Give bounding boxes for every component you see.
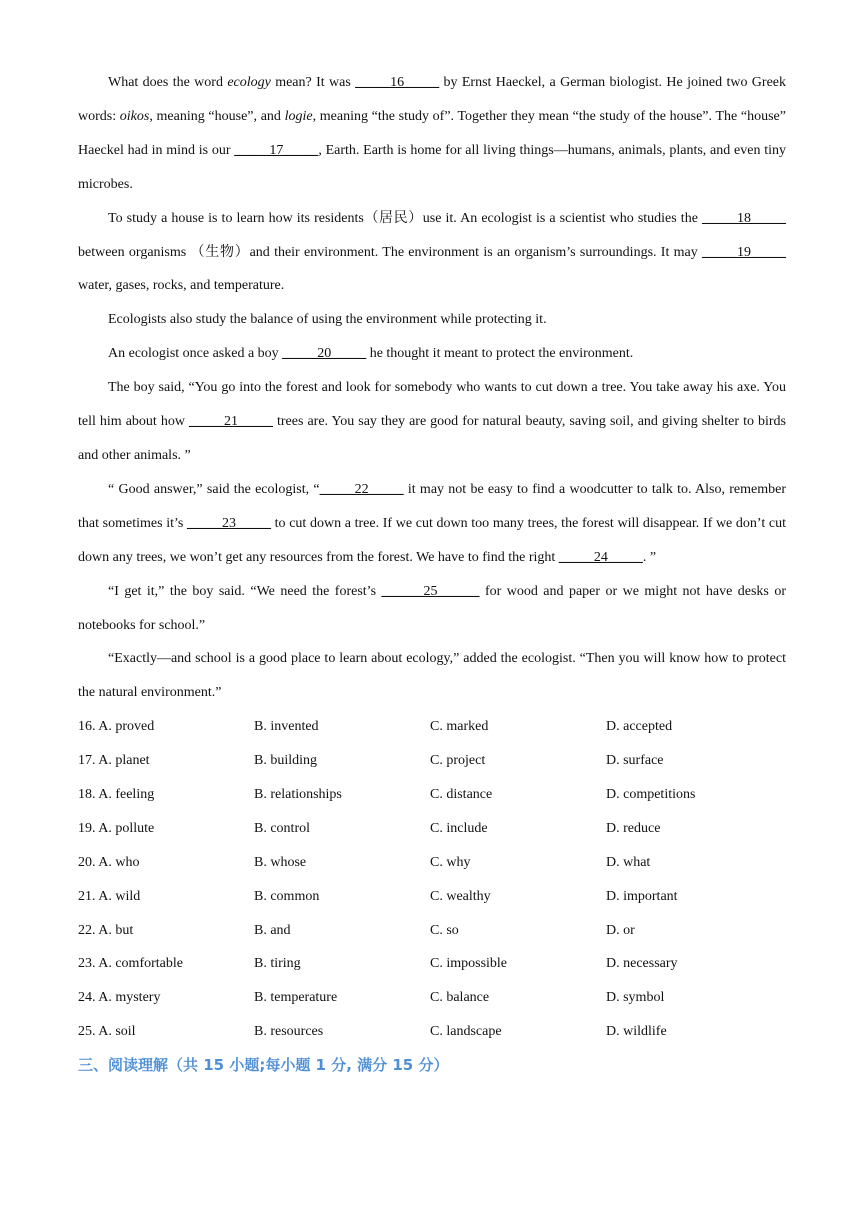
passage-text: What does the word	[108, 75, 228, 90]
passage-text: , meaning “house”, and	[149, 108, 285, 124]
option-choice: 18. A. feeling	[78, 787, 155, 802]
option-row	[78, 778, 786, 812]
passage-paragraph	[78, 202, 786, 304]
option-choice: D. what	[606, 854, 651, 870]
option-choice: B. control	[254, 820, 310, 836]
passage-text: The boy said, “You go into the forest and look for somebody who wants to cut down a tree. You take away his axe. You tell him about how	[78, 380, 786, 430]
passage-text: Ecologists also study the balance of using the environment while protecting it.	[108, 312, 547, 328]
blank-number: _____22_____	[319, 481, 404, 497]
italic-term: oikos	[119, 108, 150, 124]
option-choice: 24. A. mystery	[78, 990, 161, 1006]
option-choice: B. whose	[254, 854, 307, 870]
passage-text: to cut down a tree. If we cut down too many trees, the forest will disappear. If we don’t cut down any trees, we won’t get any resources from the forest. We have to find the right	[78, 515, 786, 565]
option-row	[78, 947, 786, 981]
blank-number: _____16_____	[355, 75, 440, 90]
italic-term: logie	[284, 108, 313, 124]
passage-text: it may not be easy to find a woodcutter to talk to. Also, remember that sometimes it’s	[78, 481, 786, 531]
passage-text: . ”	[642, 549, 657, 565]
option-choice: B. building	[254, 753, 318, 769]
option-choice: B. common	[254, 888, 320, 904]
option-row	[78, 710, 786, 744]
option-choice: C. impossible	[430, 956, 508, 972]
passage-paragraph	[78, 642, 786, 710]
option-row	[78, 812, 786, 846]
option-row	[78, 1015, 786, 1049]
passage-text: mean? It was	[270, 75, 356, 90]
blank-number: _____20_____	[282, 346, 367, 362]
passage-text: To study a house is to learn how its residents（居民）use it. An ecologist is a scientist who studies the	[108, 210, 702, 226]
section-heading: 三、阅读理解（共 15 小题;每小题 1 分, 满分 15 分）	[78, 1056, 449, 1075]
passage-text: “ Good answer,” said the ecologist, “	[108, 481, 320, 497]
option-row	[78, 846, 786, 880]
option-choice: B. temperature	[254, 990, 338, 1006]
blank-number: _____23_____	[186, 515, 271, 531]
option-choice: D. reduce	[606, 820, 661, 836]
answer-options	[78, 710, 786, 1049]
passage-text: , Earth. Earth is home for all living things—humans, animals, plants, and even tiny microbes.	[78, 142, 786, 192]
option-choice: D. or	[606, 922, 635, 938]
option-row	[78, 981, 786, 1015]
option-choice: D. surface	[606, 753, 664, 769]
option-choice: C. include	[430, 820, 488, 836]
passage-text: trees are. You say they are good for natural beauty, saving soil, and giving shelter to birds and other animals. ”	[78, 414, 786, 463]
blank-number: _____18_____	[702, 210, 786, 226]
option-choice: 23. A. comfortable	[78, 956, 183, 972]
passage-paragraph	[78, 371, 786, 473]
option-choice: 17. A. planet	[78, 753, 150, 769]
passage-paragraph	[78, 303, 786, 337]
option-choice: D. wildlife	[606, 1024, 667, 1040]
blank-number: _____17_____	[234, 142, 319, 158]
blank-number: _____19_____	[702, 244, 786, 260]
option-choice: B. resources	[254, 1024, 324, 1040]
passage-text: , meaning “the study of”. Together they mean “the study of the house”. The “house” Haeckel had in mind is our	[78, 108, 786, 158]
option-choice: 21. A. wild	[78, 888, 141, 904]
option-choice: B. invented	[254, 719, 319, 735]
option-row	[78, 744, 786, 778]
passage-text: between organisms （生物）and their environment. The environment is an organism’s surroundings. It may	[78, 244, 702, 260]
option-choice: B. and	[254, 922, 291, 938]
passage-text: “I get it,” the boy said. “We need the forest’s	[108, 583, 382, 599]
passage-paragraph	[78, 473, 786, 575]
option-choice: C. project	[430, 753, 486, 769]
option-choice: D. important	[606, 888, 678, 904]
passage-text: by Ernst Haeckel, a German biologist. He joined two Greek words:	[78, 75, 787, 124]
option-choice: D. symbol	[606, 990, 665, 1006]
option-choice: C. marked	[430, 719, 489, 735]
passage-paragraph	[78, 337, 786, 371]
option-choice: C. distance	[430, 787, 493, 802]
option-choice: D. competitions	[606, 787, 696, 802]
option-choice: C. why	[430, 854, 471, 870]
option-choice: B. relationships	[254, 787, 342, 802]
option-row	[78, 914, 786, 948]
passage-text: water, gases, rocks, and temperature.	[78, 278, 285, 294]
option-row	[78, 880, 786, 914]
option-choice: 19. A. pollute	[78, 820, 155, 836]
option-choice: C. landscape	[430, 1024, 502, 1040]
option-choice: 25. A. soil	[78, 1024, 136, 1040]
option-choice: D. accepted	[606, 719, 673, 735]
option-choice: C. balance	[430, 990, 490, 1006]
italic-term: ecology	[227, 75, 271, 90]
option-choice: C. so	[430, 922, 459, 938]
option-choice: D. necessary	[606, 956, 678, 972]
passage-text: An ecologist once asked a boy	[108, 346, 283, 362]
passage-paragraph	[78, 66, 786, 202]
option-choice: 16. A. proved	[78, 719, 155, 735]
blank-number: ______25______	[381, 583, 480, 599]
passage-text: for wood and paper or we might not have desks or notebooks for school.”	[78, 583, 787, 633]
option-choice: 22. A. but	[78, 922, 134, 938]
passage-paragraph	[78, 575, 786, 643]
option-choice: 20. A. who	[78, 854, 140, 870]
option-choice: C. wealthy	[430, 888, 491, 904]
passage-text: “Exactly—and school is a good place to learn about ecology,” added the ecologist. “Then you will know how to protect the natural environment.”	[78, 651, 786, 701]
document-page	[78, 66, 786, 1083]
passage-text: he thought it meant to protect the environment.	[366, 346, 634, 362]
blank-number: _____21_____	[188, 414, 273, 430]
option-choice: B. tiring	[254, 956, 301, 972]
blank-number: _____24_____	[558, 549, 643, 565]
cloze-passage	[78, 66, 786, 710]
